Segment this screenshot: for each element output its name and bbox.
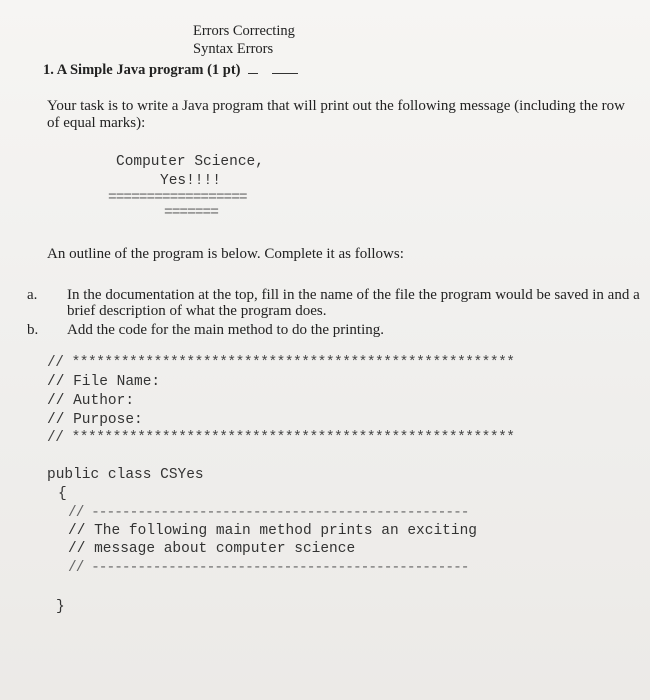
expected-output-equals-row-2: ======= <box>164 205 218 221</box>
code-file-name-comment: // File Name: <box>47 374 161 390</box>
outline-item-label: b. <box>27 322 39 338</box>
title-line-2: Syntax Errors <box>193 41 274 57</box>
answer-blank-short <box>248 63 258 74</box>
outline-item-a <box>27 287 650 319</box>
outline-item-label: a. <box>27 287 38 303</box>
code-class-declaration: public class CSYes <box>47 467 204 483</box>
code-close-brace: } <box>56 599 65 615</box>
expected-output-line-1: Computer Science, <box>116 154 264 170</box>
expected-output-equals-row-1: ================== <box>108 190 247 206</box>
task-description: Your task is to write a Java program that will print out the following message (including the row of equal marks): <box>47 98 625 131</box>
expected-output-line-2: Yes!!!! <box>160 173 221 189</box>
outline-item-b <box>27 322 650 338</box>
code-author-comment: // Author: <box>47 393 135 409</box>
code-open-brace: { <box>58 486 67 502</box>
code-stars-bottom: // ****************************************************** <box>47 430 515 446</box>
outline-item-text: In the documentation at the top, fill in the name of the file the program would be saved in and a brief description of what the program does. <box>67 287 640 319</box>
code-dash-comment-top: // ------------------------------------------------- <box>68 505 469 521</box>
title-line-1: Errors Correcting <box>193 23 295 39</box>
code-stars-top: // ****************************************************** <box>47 355 515 371</box>
code-dash-comment-bottom: // ------------------------------------------------- <box>68 560 469 576</box>
answer-blank-long <box>272 63 298 74</box>
code-method-comment-2: // message about computer science <box>68 541 356 557</box>
problem-heading <box>43 62 298 79</box>
code-purpose-comment: // Purpose: <box>47 412 143 428</box>
problem-heading-text: 1. A Simple Java program (1 pt) <box>43 62 241 78</box>
code-method-comment-1: // The following main method prints an exciting <box>68 523 477 539</box>
outline-item-text: Add the code for the main method to do the printing. <box>67 322 385 338</box>
outline-intro: An outline of the program is below. Complete it as follows: <box>47 246 404 262</box>
